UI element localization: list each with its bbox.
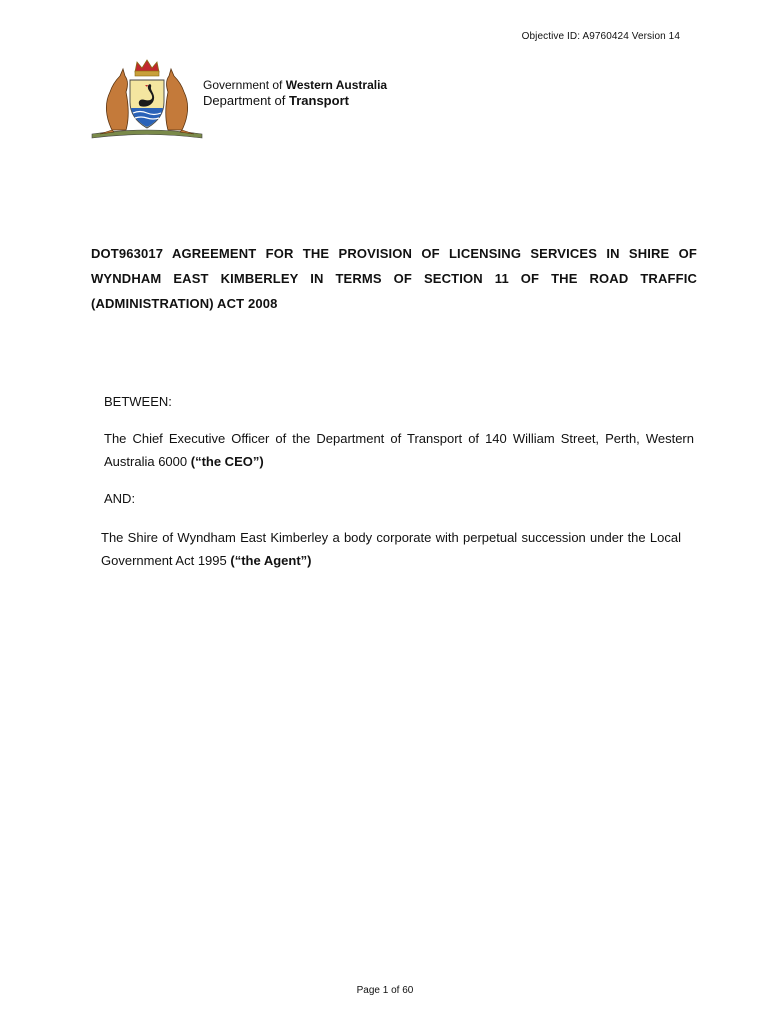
dept-prefix: Department of: [203, 93, 289, 108]
and-label: AND:: [104, 491, 136, 506]
party-agent-paragraph: [101, 526, 681, 572]
government-line: [203, 77, 387, 93]
between-label: BETWEEN:: [104, 394, 172, 409]
party-agent-defined-term: (“the Agent”): [230, 553, 312, 568]
party-ceo-defined-term: (“the CEO”): [190, 454, 264, 469]
wa-coat-of-arms-icon: [90, 58, 204, 140]
document-title: DOT963017 AGREEMENT FOR THE PROVISION OF LICENSING SERVICES IN SHIRE OF WYNDHAM EAST KIMBERLEY IN TERMS OF SECTION 11 OF THE ROAD TRAFFIC (ADMINISTRATION) ACT 2008: [91, 246, 697, 311]
party-ceo-paragraph: [104, 427, 694, 473]
department-line: [203, 93, 387, 109]
page-number: Page 1 of 60: [356, 985, 414, 996]
party-agent-text: The Shire of Wyndham East Kimberley a body corporate with perpetual succession under the Local Government Act 1995: [101, 530, 681, 568]
dept-name: Transport: [289, 93, 349, 108]
letterhead: [203, 77, 387, 109]
party-ceo-text: The Chief Executive Officer of the Department of Transport of 140 William Street, Perth, Western Australia 6000: [104, 431, 694, 469]
gov-state: Western Australia: [285, 78, 388, 92]
gov-prefix: Government of: [203, 78, 286, 92]
objective-id: Objective ID: A9760424 Version 14: [521, 31, 680, 42]
